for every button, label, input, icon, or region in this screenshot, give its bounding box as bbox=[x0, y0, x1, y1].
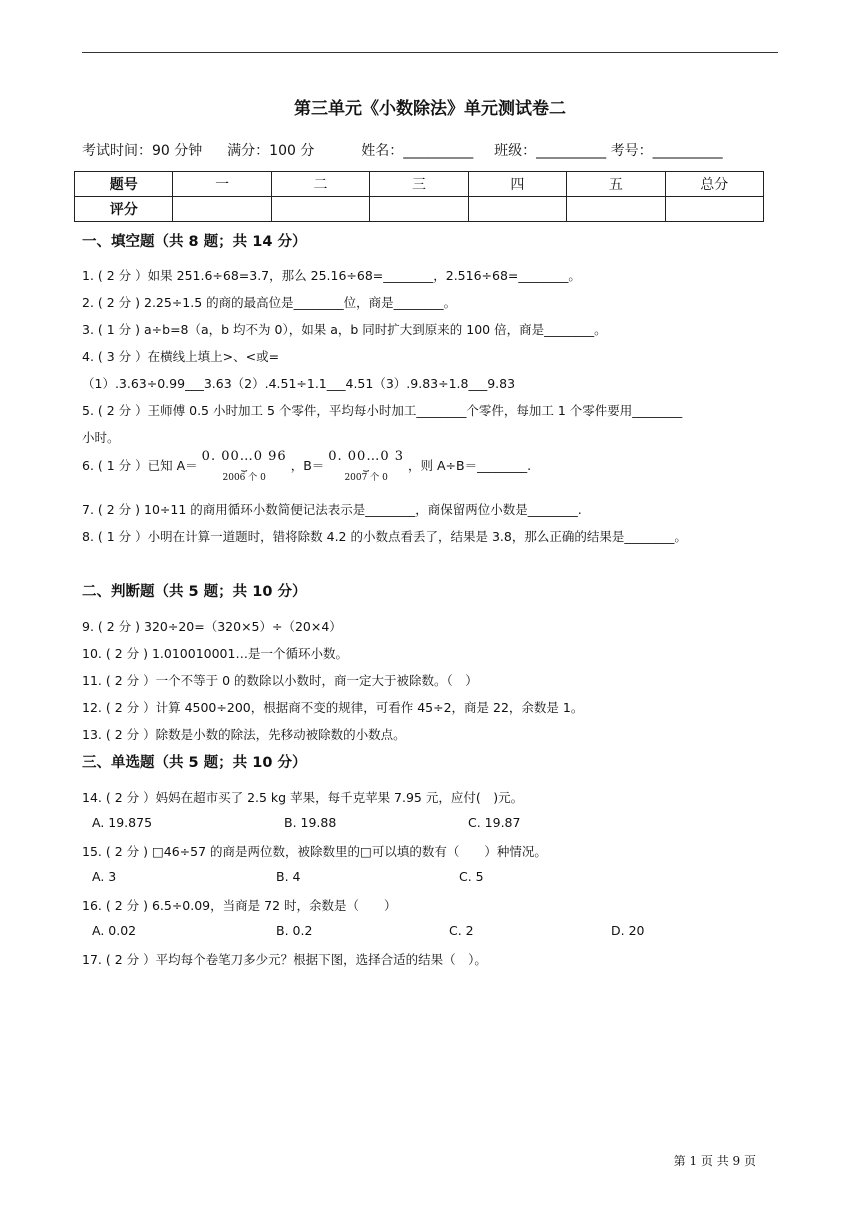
option-d[interactable]: D. 20 bbox=[611, 923, 645, 938]
option-c[interactable]: C. 2 bbox=[449, 923, 474, 938]
option-c[interactable]: C. 19.87 bbox=[468, 815, 521, 830]
score-entry-cell[interactable] bbox=[173, 197, 271, 222]
question-16: 16. ( 2 分 ) 6.5÷0.09，当商是 72 时，余数是（ ） bbox=[82, 898, 397, 913]
section-heading: 三、单选题（共 5 题；共 10 分） bbox=[82, 755, 307, 771]
question-5: 5. ( 2 分 ）王师傅 0.5 小时加工 5 个零件，平均每小时加工________个零件，每加工 1 个零件要用________ bbox=[82, 403, 683, 418]
class-field: 班级：__________ bbox=[494, 143, 607, 159]
value-b-digits: 0. 00…0 3 bbox=[328, 449, 405, 464]
id-field: 考号：__________ bbox=[610, 143, 723, 159]
score-table-cell: 三 bbox=[370, 172, 468, 197]
section-heading: 一、填空题（共 8 题；共 14 分） bbox=[82, 234, 307, 250]
name-field: 姓名：__________ bbox=[361, 143, 474, 159]
question-2: 2. ( 2 分 ) 2.25÷1.5 的商的最高位是________位，商是________。 bbox=[82, 295, 457, 310]
page-number: 第 1 页 共 9 页 bbox=[673, 1154, 756, 1168]
score-table-cell: 五 bbox=[567, 172, 665, 197]
option-b[interactable]: B. 0.2 bbox=[276, 923, 313, 938]
exam-full-score: 满分：100 分 bbox=[227, 143, 315, 159]
score-table-header-row bbox=[75, 172, 764, 197]
question-6-mid: ，B＝ bbox=[290, 458, 325, 473]
question-4-parts: （1）.3.63÷0.99___3.63（2）.4.51÷1.1___4.51（3）.9.83÷1.8___9.83 bbox=[82, 376, 516, 391]
score-table-cell: 题号 bbox=[75, 172, 173, 197]
value-a-digits: 0. 00…0 96 bbox=[201, 449, 287, 464]
exam-time: 考试时间：90 分钟 bbox=[82, 143, 203, 159]
score-entry-cell[interactable] bbox=[468, 197, 566, 222]
question-13: 13. ( 2 分 ）除数是小数的除法，先移动被除数的小数点。 bbox=[82, 727, 406, 742]
question-1: 1. ( 2 分 ）如果 251.6÷68=3.7，那么 25.16÷68=________，2.516÷68=________。 bbox=[82, 268, 581, 283]
score-table-cell: 评分 bbox=[75, 197, 173, 222]
section-heading: 二、判断题（共 5 题；共 10 分） bbox=[82, 584, 307, 600]
score-table-cell: 一 bbox=[173, 172, 271, 197]
exam-info bbox=[82, 140, 782, 160]
question-9: 9. ( 2 分 ) 320÷20=（320×5）÷（20×4） bbox=[82, 619, 342, 634]
option-a[interactable]: A. 3 bbox=[92, 869, 117, 884]
underbrace-icon: ⏟ bbox=[241, 461, 248, 472]
score-table bbox=[74, 171, 764, 222]
question-14: 14. ( 2 分 ）妈妈在超市买了 2.5 kg 苹果，每千克苹果 7.95 元，应付( )元。 bbox=[82, 790, 524, 805]
question-8: 8. ( 1 分 ）小明在计算一道题时，错将除数 4.2 的小数点看丢了，结果是 3.8，那么正确的结果是________。 bbox=[82, 529, 687, 544]
question-6-prefix: 6. ( 1 分 ）已知 A＝ bbox=[82, 458, 198, 473]
value-a-notation bbox=[202, 450, 287, 483]
score-entry-cell[interactable] bbox=[370, 197, 468, 222]
page-title: 第三单元《小数除法》单元测试卷二 bbox=[294, 99, 566, 119]
score-table-cell: 二 bbox=[271, 172, 369, 197]
question-6-suffix: ，则 A÷B＝________. bbox=[408, 458, 532, 473]
question-17: 17. ( 2 分 ）平均每个卷笔刀多少元？根据下图，选择合适的结果（ ）。 bbox=[82, 952, 487, 967]
value-b-notation bbox=[328, 450, 404, 483]
score-table-cell: 总分 bbox=[665, 172, 763, 197]
value-a-count: 2006 个 0 bbox=[222, 473, 266, 483]
question-10: 10. ( 2 分 ) 1.010010001…是一个循环小数。 bbox=[82, 646, 348, 661]
option-b[interactable]: B. 19.88 bbox=[284, 815, 337, 830]
question-4: 4. ( 3 分 ）在横线上填上>、<或= bbox=[82, 349, 280, 364]
score-table-cell: 四 bbox=[468, 172, 566, 197]
header-rule bbox=[82, 52, 778, 53]
question-7: 7. ( 2 分 ) 10÷11 的商用循环小数简便记法表示是________，商保留两位小数是________. bbox=[82, 502, 582, 517]
question-15: 15. ( 2 分 ) □46÷57 的商是两位数，被除数里的□可以填的数有（ ）种情况。 bbox=[82, 844, 547, 859]
score-table-score-row bbox=[75, 197, 764, 222]
question-3: 3. ( 1 分 ) a÷b=8（a，b 均不为 0），如果 a，b 同时扩大到原来的 100 倍，商是________。 bbox=[82, 322, 607, 337]
score-entry-cell[interactable] bbox=[567, 197, 665, 222]
option-a[interactable]: A. 19.875 bbox=[92, 815, 153, 830]
question-11: 11. ( 2 分 ）一个不等于 0 的数除以小数时，商一定大于被除数。（ ） bbox=[82, 673, 478, 688]
option-c[interactable]: C. 5 bbox=[459, 869, 484, 884]
value-b-count: 2007 个 0 bbox=[344, 473, 388, 483]
option-b[interactable]: B. 4 bbox=[276, 869, 301, 884]
question-6 bbox=[82, 450, 531, 483]
question-12: 12. ( 2 分 ）计算 4500÷200，根据商不变的规律，可看作 45÷2，商是 22，余数是 1。 bbox=[82, 700, 584, 715]
underbrace-icon: ⏟ bbox=[363, 461, 370, 472]
option-a[interactable]: A. 0.02 bbox=[92, 923, 137, 938]
score-entry-cell[interactable] bbox=[665, 197, 763, 222]
question-5-continued: 小时。 bbox=[82, 430, 120, 445]
score-entry-cell[interactable] bbox=[271, 197, 369, 222]
